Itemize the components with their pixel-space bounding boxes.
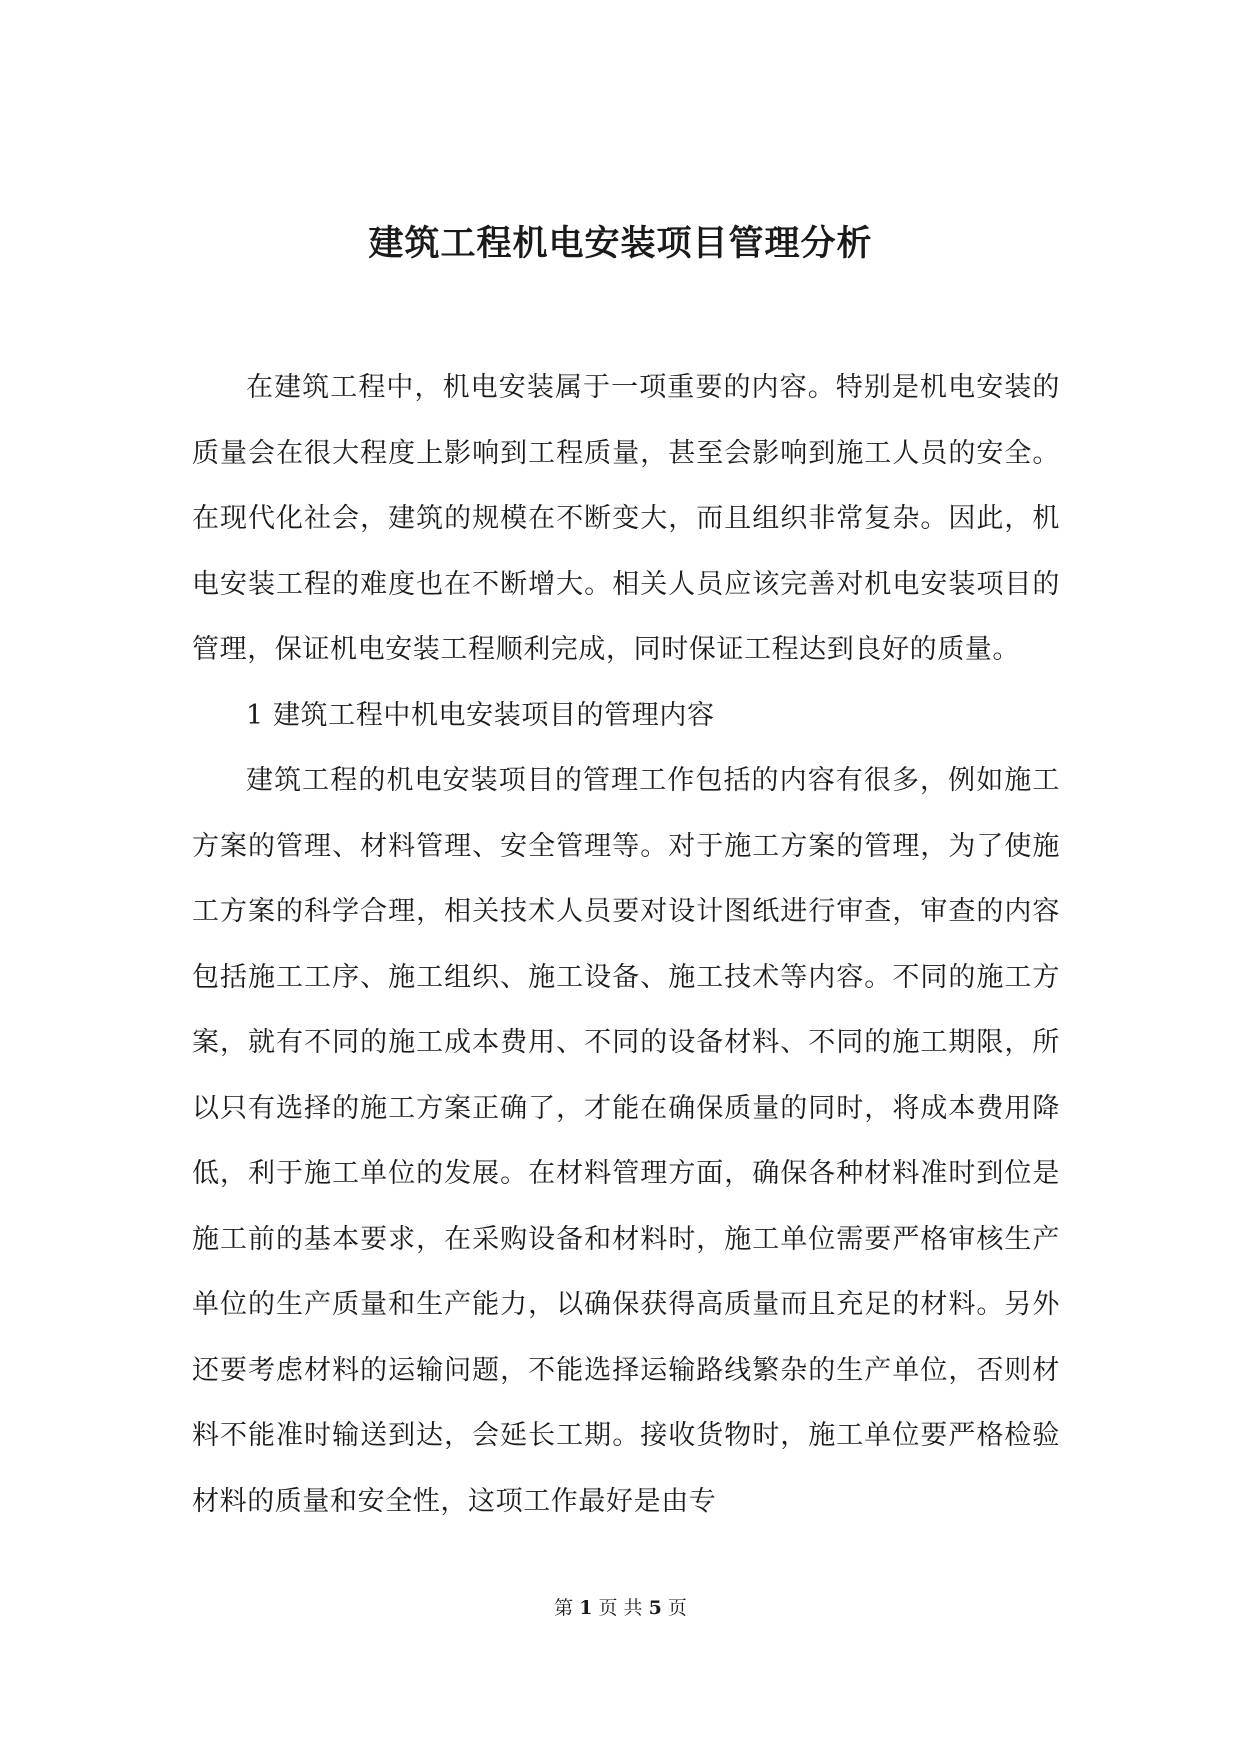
section-heading-1: 1 建筑工程中机电安装项目的管理内容 [246, 699, 715, 731]
footer-prefix: 第 [554, 1597, 574, 1619]
page-footer [0, 1596, 1241, 1620]
document-body [192, 355, 1060, 1534]
footer-middle: 页 共 [598, 1597, 643, 1619]
paragraph-section-1: 建筑工程的机电安装项目的管理工作包括的内容有很多，例如施工方案的管理、材料管理、安全管理等。对于施工方案的管理，为了使施工方案的科学合理，相关技术人员要对设计图纸进行审查，审查的内容包括施工工序、施工组织、施工设备、施工技术等内容。不同的施工方案，就有不同的施工成本费用、不同的设备材料、不同的施工期限，所以只有选择的施工方案正确了，才能在确保质量的同时，将成本费用降低，利于施工单位的发展。在材料管理方面，确保各种材料准时到位是施工前的基本要求，在采购设备和材料时，施工单位需要严格审核生产单位的生产质量和生产能力，以确保获得高质量而且充足的材料。另外还要考虑材料的运输问题，不能选择运输路线繁杂的生产单位，否则材料不能准时输送到达，会延长工期。接收货物时，施工单位要严格检验材料的质量和安全性，这项工作最好是由专 [192, 765, 1060, 1517]
footer-suffix: 页 [667, 1597, 687, 1619]
footer-current-page: 1 [579, 1597, 593, 1619]
paragraph-intro: 在建筑工程中，机电安装属于一项重要的内容。特别是机电安装的质量会在很大程度上影响到工程质量，甚至会影响到施工人员的安全。在现代化社会，建筑的规模在不断变大，而且组织非常复杂。因此，机电安装工程的难度也在不断增大。相关人员应该完善对机电安装项目的管理，保证机电安装工程顺利完成，同时保证工程达到良好的质量。 [192, 372, 1060, 665]
document-title: 建筑工程机电安装项目管理分析 [368, 223, 873, 264]
footer-total-pages: 5 [648, 1597, 662, 1619]
